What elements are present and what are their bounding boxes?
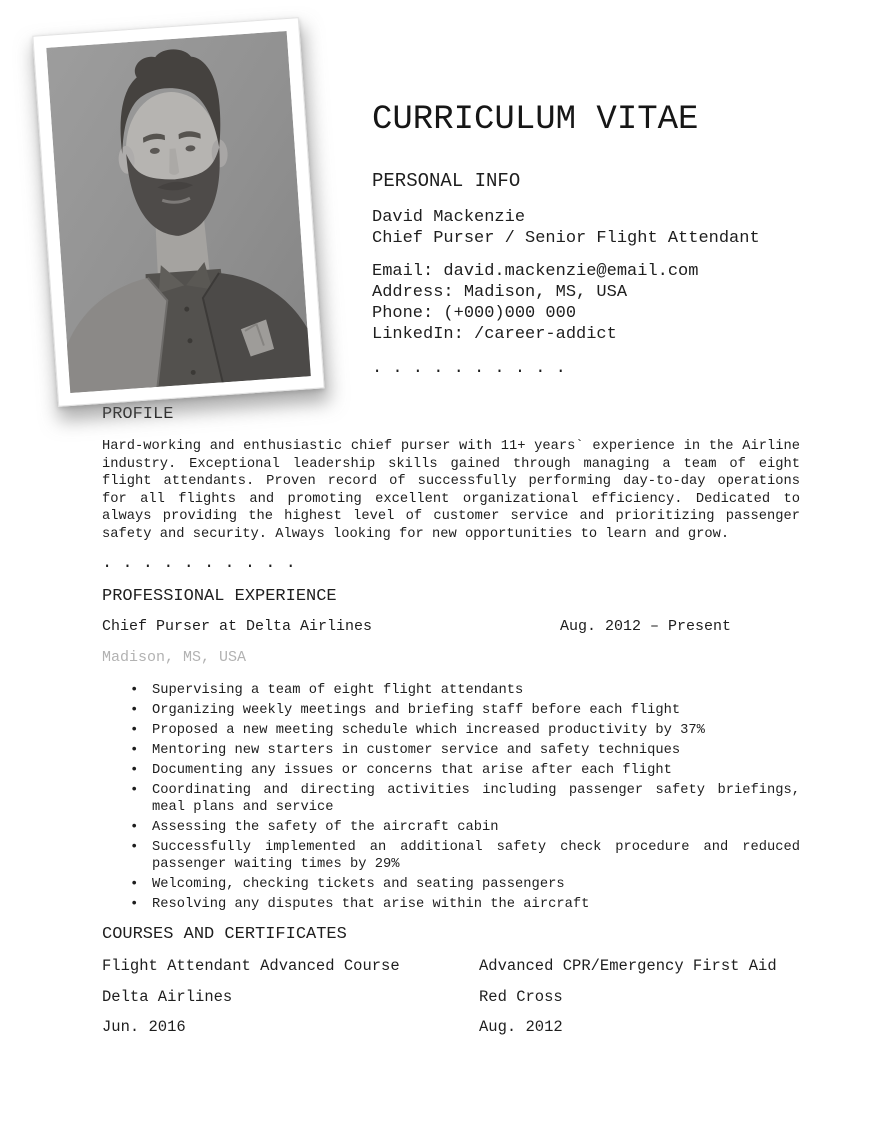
experience-job-title: Chief Purser at Delta Airlines <box>102 618 373 635</box>
course-name: Advanced CPR/Emergency First Aid <box>479 957 777 975</box>
dotted-separator: . . . . . . . . . . <box>372 359 566 378</box>
contact-linkedin: LinkedIn: /career-addict <box>372 325 617 344</box>
list-item: • Coordinating and directing activities including passenger safety briefings, meal plans and service <box>102 782 800 816</box>
course-organization: Delta Airlines <box>102 987 233 1006</box>
course-organization: Red Cross <box>479 987 563 1006</box>
candidate-job-title: Chief Purser / Senior Flight Attendant <box>372 229 760 248</box>
list-item: • Resolving any disputes that arise within the aircraft <box>102 896 800 913</box>
list-item: • Welcoming, checking tickets and seating passengers <box>102 876 800 893</box>
contact-phone: Phone: (+000)000 000 <box>372 304 577 323</box>
list-item: • Mentoring new starters in customer service and safety techniques <box>102 742 800 759</box>
list-item: • Assessing the safety of the aircraft cabin <box>102 819 800 836</box>
experience-entry-header <box>102 619 800 635</box>
profile-photo <box>32 17 324 407</box>
personal-info-heading: PERSONAL INFO <box>372 170 521 192</box>
portrait-illustration <box>46 31 311 393</box>
contact-block <box>372 261 842 345</box>
experience-location: Madison, MS, USA <box>102 649 247 666</box>
dotted-separator: . . . . . . . . . . <box>102 554 296 573</box>
main-content <box>102 406 800 1036</box>
courses-heading: COURSES AND CERTIFICATES <box>102 925 347 944</box>
header <box>372 103 842 377</box>
list-item: • Organizing weekly meetings and briefing staff before each flight <box>102 702 800 719</box>
course-date: Jun. 2016 <box>102 1018 186 1036</box>
experience-date-range: Aug. 2012 – Present <box>560 618 732 635</box>
courses-grid <box>102 959 800 1036</box>
profile-heading: PROFILE <box>102 405 174 424</box>
experience-bullet-list <box>102 682 800 913</box>
candidate-name: David Mackenzie <box>372 208 526 227</box>
list-item: • Supervising a team of eight flight attendants <box>102 682 800 699</box>
contact-email: Email: david.mackenzie@email.com <box>372 262 699 281</box>
course-name: Flight Attendant Advanced Course <box>102 957 400 975</box>
list-item: • Documenting any issues or concerns that arise after each flight <box>102 762 800 779</box>
contact-address: Address: Madison, MS, USA <box>372 283 628 302</box>
list-item: • Proposed a new meeting schedule which increased productivity by 37% <box>102 722 800 739</box>
page-title: CURRICULUM VITAE <box>372 101 699 139</box>
profile-summary: Hard-working and enthusiastic chief purser with 11+ years` experience in the Airline industry. Exceptional leadership skills gained through managing a team of eight flight attendants. Proven record of successfully performing day-to-day operations for all flights and promoting excellent organizational efficiency. Dedicated to always providing the highest level of customer service and prioritizing passenger safety and security. Always looking for new opportunities to learn and grow. <box>102 439 800 542</box>
experience-heading: PROFESSIONAL EXPERIENCE <box>102 587 337 606</box>
list-item: • Successfully implemented an additional safety check procedure and reduced passenger waiting times by 29% <box>102 839 800 873</box>
course-date: Aug. 2012 <box>479 1018 563 1036</box>
